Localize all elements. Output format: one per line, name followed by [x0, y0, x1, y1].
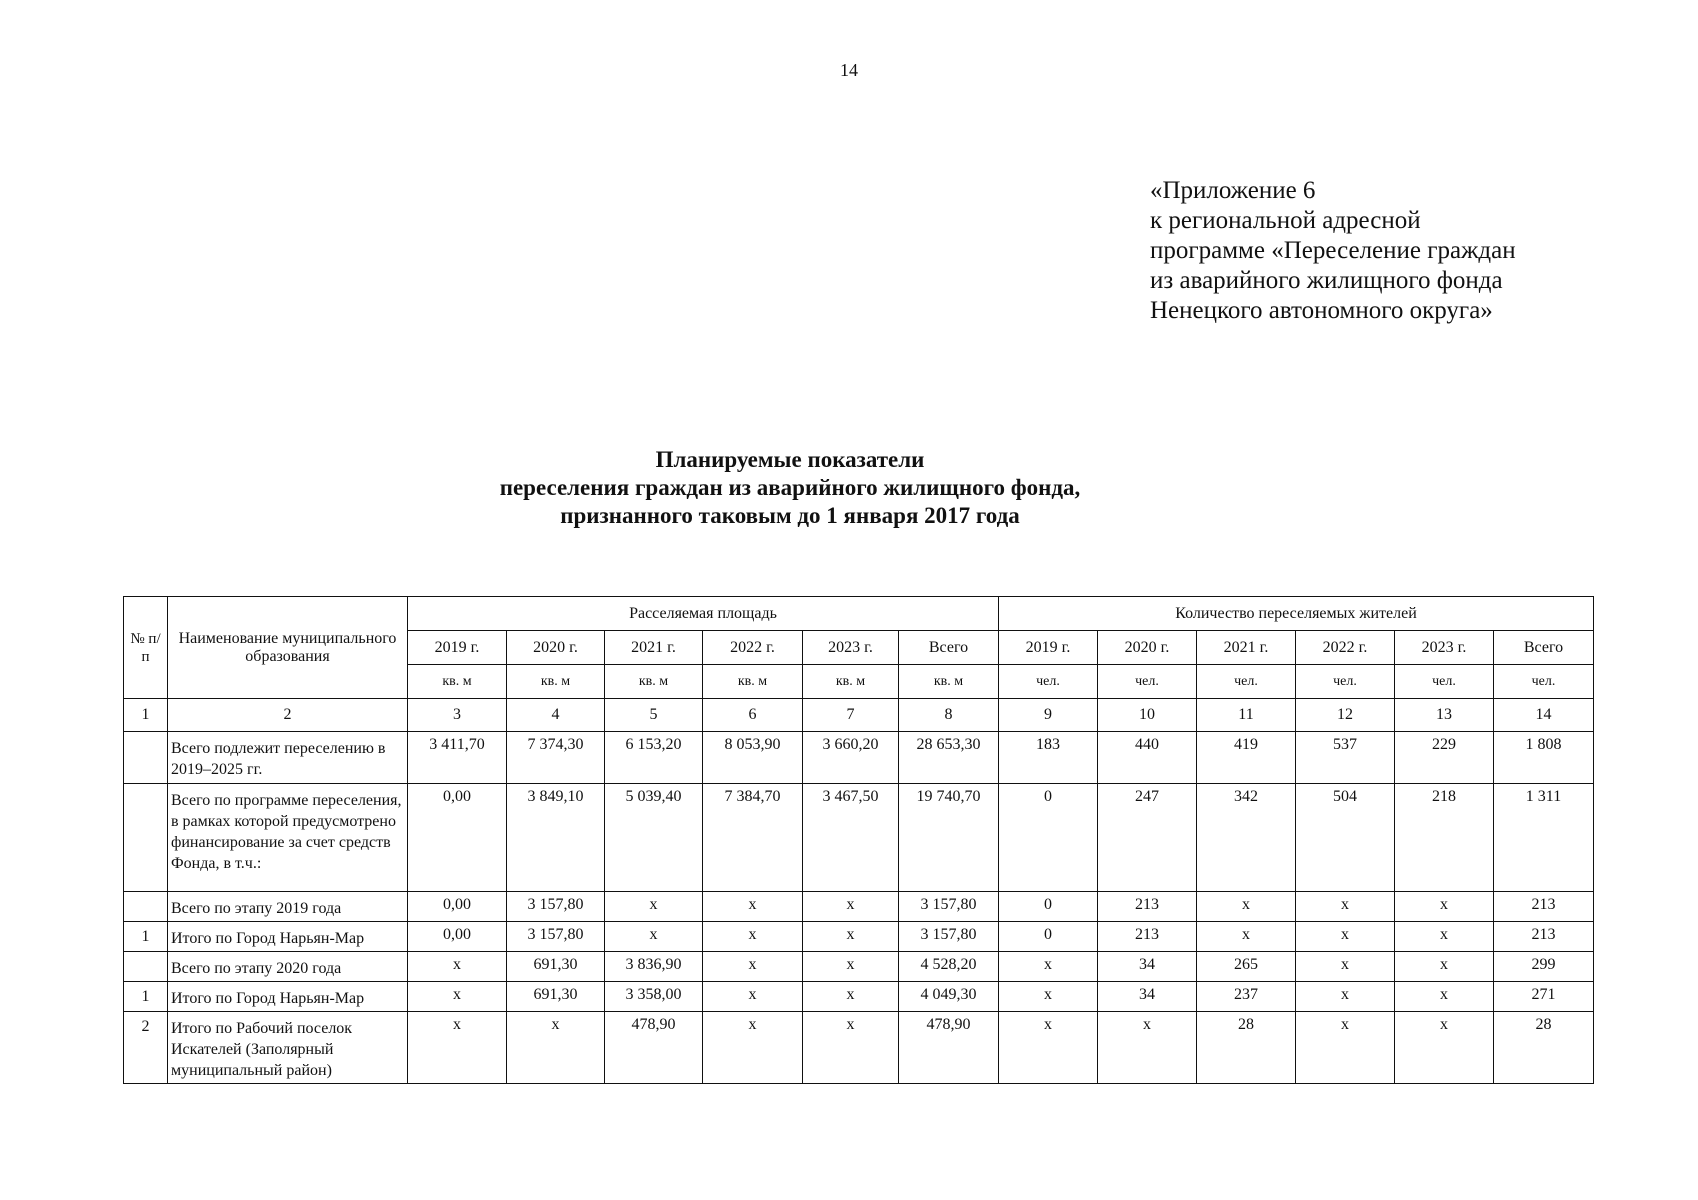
- row-area-value: 3 411,70: [408, 732, 507, 784]
- header-residents-year: 2019 г.: [999, 631, 1098, 665]
- row-residents-value: х: [1296, 892, 1395, 922]
- row-residents-value: х: [999, 982, 1098, 1012]
- header-area-year: 2019 г.: [408, 631, 507, 665]
- row-area-value: 478,90: [899, 1012, 999, 1084]
- column-number: 8: [899, 699, 999, 732]
- column-number: 13: [1395, 699, 1494, 732]
- row-area-value: 7 374,30: [507, 732, 605, 784]
- title-line: переселения граждан из аварийного жилищного фонда,: [499, 475, 1081, 500]
- row-residents-value: 0: [999, 784, 1098, 892]
- row-area-value: 3 660,20: [803, 732, 899, 784]
- row-area-value: 8 053,90: [703, 732, 803, 784]
- row-residents-value: 537: [1296, 732, 1395, 784]
- row-area-value: х: [803, 892, 899, 922]
- appendix-note: [1150, 176, 1516, 326]
- row-residents-value: 0: [999, 922, 1098, 952]
- row-area-value: х: [803, 982, 899, 1012]
- row-residents-value: 213: [1098, 922, 1197, 952]
- header-area-year: Всего: [899, 631, 999, 665]
- row-residents-value: х: [1395, 982, 1494, 1012]
- row-area-value: 478,90: [605, 1012, 703, 1084]
- appendix-line: к региональной адресной: [1150, 207, 1421, 234]
- unit-residents: чел.: [1395, 665, 1494, 699]
- row-residents-value: х: [1395, 922, 1494, 952]
- row-area-value: 0,00: [408, 784, 507, 892]
- row-residents-value: 28: [1494, 1012, 1594, 1084]
- row-residents-value: х: [1197, 892, 1296, 922]
- row-residents-value: 28: [1197, 1012, 1296, 1084]
- column-number: 4: [507, 699, 605, 732]
- row-area-value: 3 157,80: [899, 922, 999, 952]
- page-number: 14: [840, 60, 858, 80]
- column-number: 11: [1197, 699, 1296, 732]
- unit-area: кв. м: [703, 665, 803, 699]
- row-number: 1: [124, 982, 168, 1012]
- column-number: 5: [605, 699, 703, 732]
- row-residents-value: 1 808: [1494, 732, 1594, 784]
- row-residents-value: 342: [1197, 784, 1296, 892]
- column-number: 12: [1296, 699, 1395, 732]
- unit-residents: чел.: [1494, 665, 1594, 699]
- row-residents-value: х: [999, 952, 1098, 982]
- unit-residents: чел.: [1197, 665, 1296, 699]
- column-number: 6: [703, 699, 803, 732]
- row-name: Итого по Город Нарьян-Мар: [168, 982, 408, 1012]
- row-number: [124, 732, 168, 784]
- row-area-value: х: [803, 952, 899, 982]
- row-area-value: х: [507, 1012, 605, 1084]
- table-row: [124, 952, 1594, 982]
- row-residents-value: х: [1098, 1012, 1197, 1084]
- column-number: 2: [168, 699, 408, 732]
- row-residents-value: 213: [1494, 892, 1594, 922]
- row-residents-value: 0: [999, 892, 1098, 922]
- unit-area: кв. м: [507, 665, 605, 699]
- unit-area: кв. м: [605, 665, 703, 699]
- row-name: Всего по программе переселения, в рамках которой предусмотрено финансирование за счет средств Фонда, в т.ч.:: [168, 784, 408, 892]
- unit-residents: чел.: [999, 665, 1098, 699]
- row-area-value: 0,00: [408, 892, 507, 922]
- row-area-value: 3 836,90: [605, 952, 703, 982]
- row-residents-value: 440: [1098, 732, 1197, 784]
- title-line: Планируемые показатели: [655, 447, 925, 472]
- unit-residents: чел.: [1098, 665, 1197, 699]
- appendix-line: из аварийного жилищного фонда: [1150, 267, 1503, 294]
- row-area-value: 5 039,40: [605, 784, 703, 892]
- table-row: [124, 1012, 1594, 1084]
- row-area-value: х: [803, 922, 899, 952]
- row-residents-value: 34: [1098, 982, 1197, 1012]
- header-area-year: 2023 г.: [803, 631, 899, 665]
- row-area-value: х: [703, 952, 803, 982]
- row-residents-value: х: [1296, 982, 1395, 1012]
- row-residents-value: х: [1197, 922, 1296, 952]
- row-residents-value: 504: [1296, 784, 1395, 892]
- row-residents-value: х: [1296, 922, 1395, 952]
- header-residents-year: 2020 г.: [1098, 631, 1197, 665]
- row-residents-value: 247: [1098, 784, 1197, 892]
- row-area-value: х: [703, 1012, 803, 1084]
- row-residents-value: 229: [1395, 732, 1494, 784]
- row-area-value: х: [703, 982, 803, 1012]
- row-number: [124, 784, 168, 892]
- row-residents-value: х: [999, 1012, 1098, 1084]
- row-residents-value: 237: [1197, 982, 1296, 1012]
- row-name: Всего по этапу 2019 года: [168, 892, 408, 922]
- row-residents-value: 265: [1197, 952, 1296, 982]
- row-number: 1: [124, 922, 168, 952]
- header-residents-year: 2021 г.: [1197, 631, 1296, 665]
- row-number: [124, 892, 168, 922]
- column-number: 10: [1098, 699, 1197, 732]
- header-residents-year: Всего: [1494, 631, 1594, 665]
- unit-area: кв. м: [899, 665, 999, 699]
- row-residents-value: х: [1296, 1012, 1395, 1084]
- row-residents-value: 419: [1197, 732, 1296, 784]
- header-area-group: Расселяемая площадь: [408, 597, 999, 631]
- row-residents-value: 183: [999, 732, 1098, 784]
- appendix-line: программе «Переселение граждан: [1150, 237, 1516, 264]
- header-area-year: 2022 г.: [703, 631, 803, 665]
- header-residents-year: 2022 г.: [1296, 631, 1395, 665]
- table-row: [124, 982, 1594, 1012]
- row-residents-value: 34: [1098, 952, 1197, 982]
- row-area-value: х: [408, 982, 507, 1012]
- row-area-value: 4 528,20: [899, 952, 999, 982]
- row-residents-value: х: [1395, 1012, 1494, 1084]
- row-area-value: х: [605, 922, 703, 952]
- unit-area: кв. м: [408, 665, 507, 699]
- row-residents-value: х: [1395, 892, 1494, 922]
- header-area-year: 2021 г.: [605, 631, 703, 665]
- header-name: Наименование муниципального образования: [168, 597, 408, 699]
- row-area-value: 19 740,70: [899, 784, 999, 892]
- header-area-year: 2020 г.: [507, 631, 605, 665]
- row-residents-value: 299: [1494, 952, 1594, 982]
- appendix-line: «Приложение 6: [1150, 177, 1316, 204]
- row-residents-value: х: [1296, 952, 1395, 982]
- row-area-value: 7 384,70: [703, 784, 803, 892]
- row-residents-value: 213: [1494, 922, 1594, 952]
- table-row: [124, 732, 1594, 784]
- row-name: Всего подлежит переселению в 2019–2025 гг.: [168, 732, 408, 784]
- row-number: [124, 952, 168, 982]
- row-area-value: х: [408, 1012, 507, 1084]
- row-area-value: 4 049,30: [899, 982, 999, 1012]
- title-line: признанного таковым до 1 января 2017 года: [560, 503, 1020, 528]
- row-residents-value: х: [1395, 952, 1494, 982]
- row-name: Итого по Рабочий поселок Искателей (Заполярный муниципальный район): [168, 1012, 408, 1084]
- row-residents-value: 271: [1494, 982, 1594, 1012]
- unit-area: кв. м: [803, 665, 899, 699]
- table-row: [124, 922, 1594, 952]
- table-row: [124, 784, 1594, 892]
- row-area-value: 3 157,80: [507, 922, 605, 952]
- row-area-value: 3 467,50: [803, 784, 899, 892]
- row-area-value: 3 157,80: [899, 892, 999, 922]
- row-area-value: х: [803, 1012, 899, 1084]
- row-area-value: 691,30: [507, 982, 605, 1012]
- row-residents-value: 218: [1395, 784, 1494, 892]
- resettlement-table: [123, 596, 1594, 1084]
- unit-residents: чел.: [1296, 665, 1395, 699]
- row-name: Итого по Город Нарьян-Мар: [168, 922, 408, 952]
- header-residents-year: 2023 г.: [1395, 631, 1494, 665]
- column-number: 1: [124, 699, 168, 732]
- row-area-value: х: [703, 922, 803, 952]
- row-area-value: х: [605, 892, 703, 922]
- row-area-value: х: [703, 892, 803, 922]
- column-number: 3: [408, 699, 507, 732]
- row-area-value: 3 358,00: [605, 982, 703, 1012]
- row-number: 2: [124, 1012, 168, 1084]
- header-residents-group: Количество переселяемых жителей: [999, 597, 1594, 631]
- row-name: Всего по этапу 2020 года: [168, 952, 408, 982]
- appendix-line: Ненецкого автономного округа»: [1150, 297, 1493, 324]
- row-area-value: 0,00: [408, 922, 507, 952]
- column-number: 7: [803, 699, 899, 732]
- document-title: [0, 446, 1580, 530]
- header-no: № п/п: [124, 597, 168, 699]
- row-area-value: 691,30: [507, 952, 605, 982]
- row-area-value: 3 849,10: [507, 784, 605, 892]
- row-area-value: 3 157,80: [507, 892, 605, 922]
- row-area-value: 6 153,20: [605, 732, 703, 784]
- row-residents-value: 213: [1098, 892, 1197, 922]
- row-area-value: 28 653,30: [899, 732, 999, 784]
- row-area-value: х: [408, 952, 507, 982]
- row-residents-value: 1 311: [1494, 784, 1594, 892]
- column-number: 14: [1494, 699, 1594, 732]
- table-row: [124, 892, 1594, 922]
- column-number: 9: [999, 699, 1098, 732]
